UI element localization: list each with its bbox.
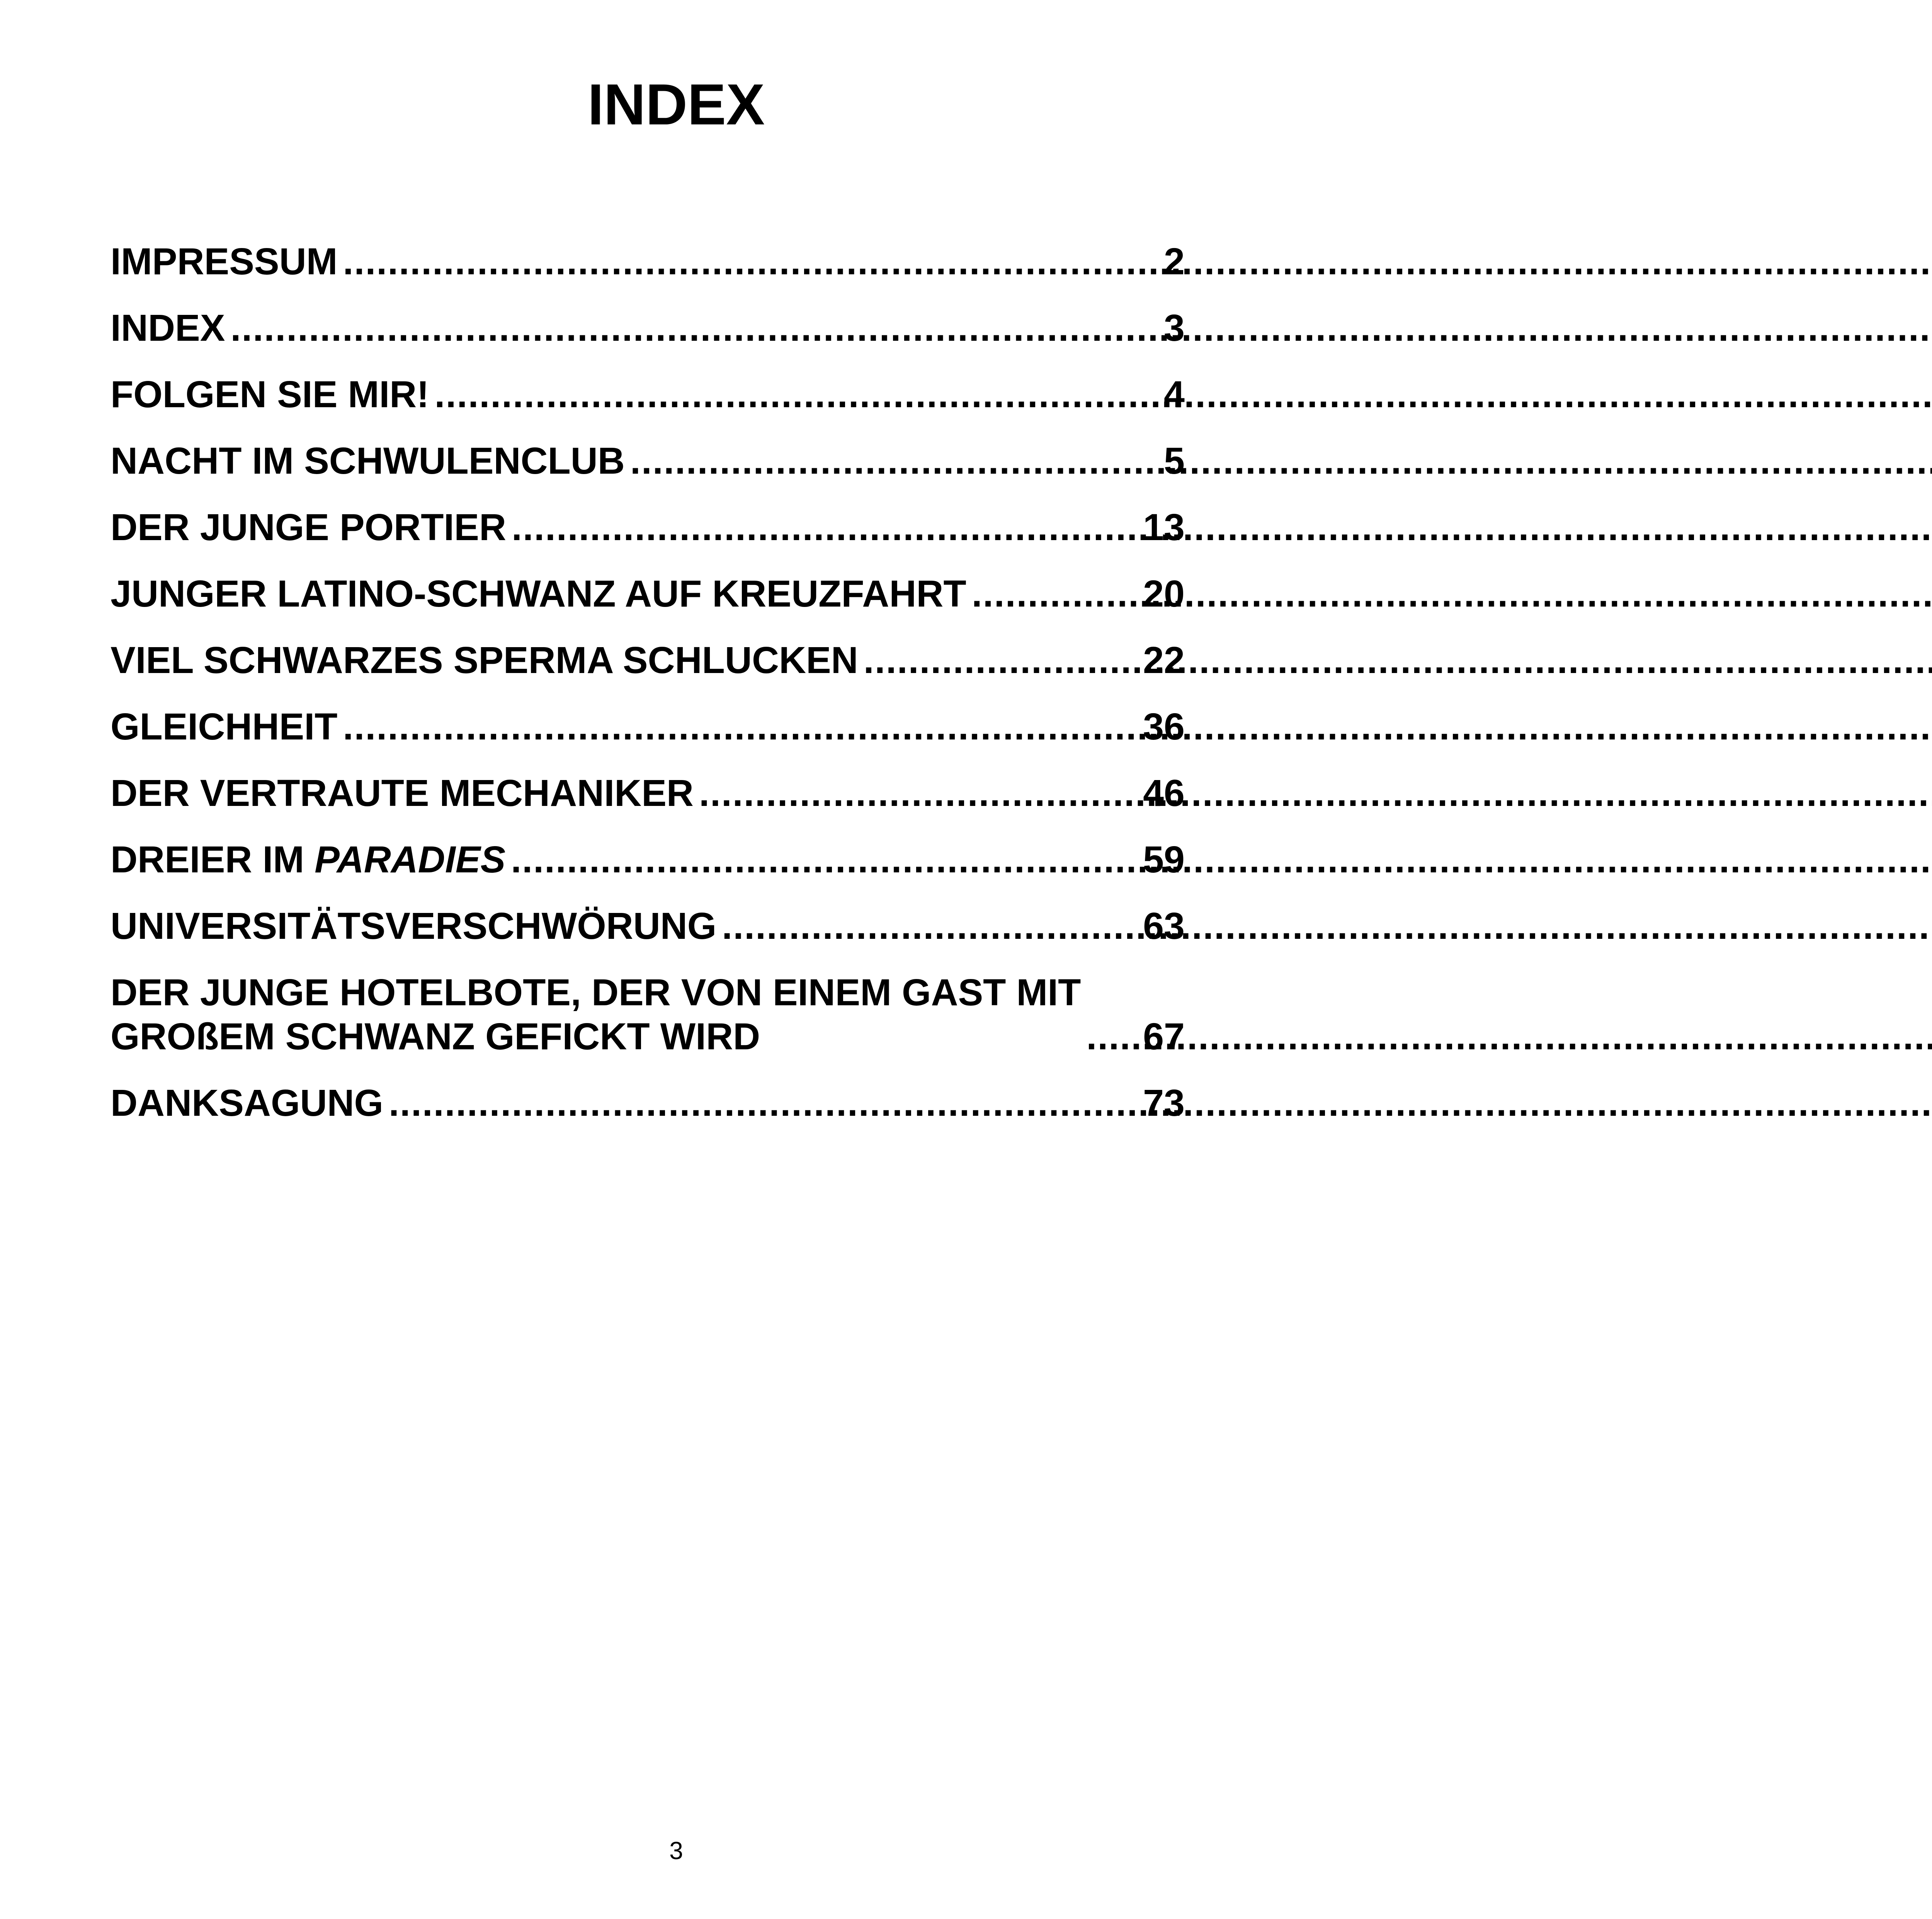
toc-entry-dreier-im-paradies[interactable] [111,838,1185,882]
toc-entry-title: DER VERTRAUTE MECHANIKER [111,772,694,814]
toc-entry-title-line-2: GROßEM SCHWANZ GEFICKT WIRD [111,1015,760,1057]
toc-entry-page: 36 [1143,705,1185,748]
toc-entry-page: 5 [1164,440,1185,482]
toc-entry-page: 13 [1143,506,1185,548]
toc-entry-viel-schwarzes[interactable] [111,638,1185,682]
dot-leader [230,306,1160,350]
table-of-contents [111,240,1185,1147]
toc-entry-title: INDEX [111,307,225,349]
toc-entry-page: 67 [1143,1015,1185,1057]
toc-entry-page: 3 [1164,307,1185,349]
toc-entry-index[interactable] [111,306,1185,350]
page-number: 3 [669,1837,683,1865]
toc-entry-title: UNIVERSITÄTSVERSCHWÖRUNG [111,905,717,947]
toc-entry-title: VIEL SCHWARZES SPERMA SCHLUCKEN [111,639,858,681]
toc-entry-der-junge-hotelbote[interactable] [111,971,1185,1059]
toc-entry-impressum[interactable] [111,240,1185,284]
dot-leader [343,240,1160,284]
toc-entry-title: DER JUNGE PORTIER [111,506,507,548]
toc-entry-title: NACHT IM SCHWULENCLUB [111,440,625,482]
dot-leader [1086,1015,1139,1059]
toc-entry-title: GLEICHHEIT [111,705,338,748]
dot-leader [722,904,1139,948]
toc-entry-page: 22 [1143,639,1185,681]
toc-entry-title: DANKSAGUNG [111,1082,383,1124]
toc-entry-title [111,971,1081,1059]
toc-entry-der-junge-portier[interactable] [111,505,1185,549]
dot-leader [699,771,1139,815]
dot-leader [630,439,1160,483]
page-title: INDEX [587,72,765,137]
toc-entry-universitaetsverschwoerung[interactable] [111,904,1185,948]
toc-entry-page: 73 [1143,1082,1185,1124]
toc-entry-danksagung[interactable] [111,1081,1185,1125]
toc-entry-title: FOLGEN SIE MIR! [111,373,429,415]
dot-leader [511,838,1139,882]
toc-entry-page: 4 [1164,373,1185,415]
toc-entry-gleichheit[interactable] [111,705,1185,749]
toc-entry-page: 63 [1143,905,1185,947]
dot-leader [512,505,1139,549]
toc-entry-title-plain: DREIER IM [111,838,315,880]
toc-entry-title: IMPRESSUM [111,240,338,282]
toc-entry-junger-latino[interactable] [111,572,1185,616]
dot-leader [343,705,1139,749]
toc-entry-page: 20 [1143,573,1185,615]
toc-entry-page: 2 [1164,240,1185,282]
toc-entry-nacht-im-schwulenclub[interactable] [111,439,1185,483]
toc-entry-der-vertraute-mechaniker[interactable] [111,771,1185,815]
toc-entry-page: 59 [1143,838,1185,880]
toc-entry-title-line-1: DER JUNGE HOTELBOTE, DER VON EINEM GAST MIT [111,971,1081,1013]
toc-entry-page: 46 [1143,772,1185,814]
toc-entry-folgen-sie-mir[interactable] [111,372,1185,416]
toc-entry-title [111,838,505,882]
dot-leader [389,1081,1139,1125]
toc-entry-title: JUNGER LATINO-SCHWANZ AUF KREUZFAHRT [111,573,966,615]
dot-leader [435,372,1160,416]
dot-leader [972,572,1139,616]
toc-entry-title-italic: PARADIES [315,838,506,880]
dot-leader [864,638,1139,682]
